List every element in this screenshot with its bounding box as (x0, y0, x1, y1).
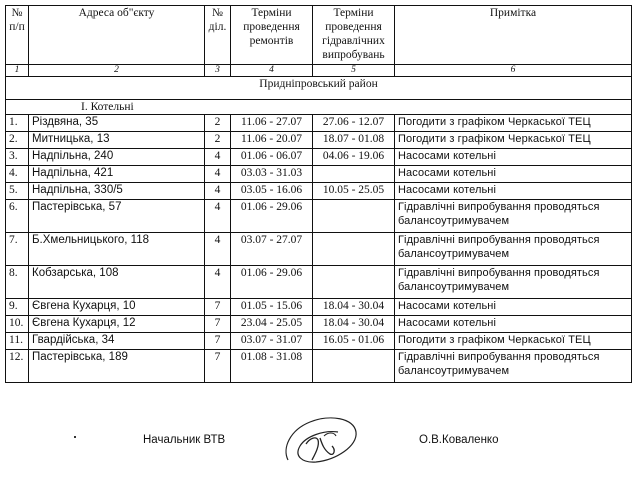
row-district: 4 (205, 200, 231, 233)
row-address: Різдвяна, 35 (29, 115, 205, 132)
column-index-row (6, 65, 632, 77)
row-address: Євгена Кухарця, 12 (29, 316, 205, 333)
row-note: Погодити з графіком Черкаської ТЕЦ (395, 115, 632, 132)
row-note: Насосами котельні (395, 316, 632, 333)
row-district: 7 (205, 299, 231, 316)
row-number: 8. (6, 266, 29, 299)
header-hydro-dates: Терміни проведення гідравлічних випробувань (313, 6, 395, 65)
table-row (6, 350, 632, 383)
row-hydro-dates: 18.04 - 30.04 (313, 316, 395, 333)
table-row (6, 233, 632, 266)
row-number: 12. (6, 350, 29, 383)
row-number: 6. (6, 200, 29, 233)
row-address: Кобзарська, 108 (29, 266, 205, 299)
row-note: Насосами котельні (395, 183, 632, 200)
row-number: 9. (6, 299, 29, 316)
row-note: Гідравлічні випробування проводяться балансоутримувачем (395, 233, 632, 266)
table-row (6, 183, 632, 200)
row-note: Гідравлічні випробування проводяться балансоутримувачем (395, 350, 632, 383)
table-row (6, 149, 632, 166)
table-row (6, 166, 632, 183)
row-district: 4 (205, 166, 231, 183)
row-district: 2 (205, 115, 231, 132)
row-repair-dates: 11.06 - 27.07 (231, 115, 313, 132)
row-number: 4. (6, 166, 29, 183)
row-district: 2 (205, 132, 231, 149)
district-title: Придніпровський район (6, 77, 632, 100)
header-repair-dates: Терміни проведення ремонтів (231, 6, 313, 65)
row-number: 1. (6, 115, 29, 132)
header-num: № п/п (6, 6, 29, 65)
row-repair-dates: 01.06 - 29.06 (231, 266, 313, 299)
row-hydro-dates: 16.05 - 01.06 (313, 333, 395, 350)
row-repair-dates: 01.08 - 31.08 (231, 350, 313, 383)
row-note: Погодити з графіком Черкаської ТЕЦ (395, 132, 632, 149)
signatory-position: Начальник ВТВ (143, 434, 226, 446)
row-repair-dates: 03.03 - 31.03 (231, 166, 313, 183)
row-address: Гвардійська, 34 (29, 333, 205, 350)
col-index: 5 (313, 65, 395, 77)
row-hydro-dates: 18.04 - 30.04 (313, 299, 395, 316)
col-index: 2 (29, 65, 205, 77)
row-hydro-dates (313, 166, 395, 183)
row-repair-dates: 03.07 - 27.07 (231, 233, 313, 266)
row-district: 4 (205, 149, 231, 166)
row-note: Насосами котельні (395, 149, 632, 166)
row-note: Насосами котельні (395, 299, 632, 316)
row-note: Насосами котельні (395, 166, 632, 183)
row-district: 4 (205, 266, 231, 299)
row-number: 7. (6, 233, 29, 266)
row-hydro-dates: 10.05 - 25.05 (313, 183, 395, 200)
signatory-name: О.В.Коваленко (419, 434, 499, 446)
table-row (6, 115, 632, 132)
signature-block (0, 430, 640, 470)
row-address: Євгена Кухарця, 10 (29, 299, 205, 316)
row-district: 7 (205, 316, 231, 333)
table-row (6, 316, 632, 333)
row-district: 4 (205, 233, 231, 266)
row-number: 11. (6, 333, 29, 350)
row-hydro-dates: 04.06 - 19.06 (313, 149, 395, 166)
row-address: Надпільна, 240 (29, 149, 205, 166)
document (5, 5, 631, 383)
row-address: Б.Хмельницького, 118 (29, 233, 205, 266)
row-hydro-dates (313, 200, 395, 233)
row-address: Пастерівська, 57 (29, 200, 205, 233)
row-number: 3. (6, 149, 29, 166)
row-repair-dates: 03.05 - 16.06 (231, 183, 313, 200)
row-district: 4 (205, 183, 231, 200)
row-hydro-dates (313, 350, 395, 383)
row-district: 7 (205, 333, 231, 350)
header-district: № діл. (205, 6, 231, 65)
row-repair-dates: 03.07 - 31.07 (231, 333, 313, 350)
table-row (6, 299, 632, 316)
row-repair-dates: 23.04 - 25.05 (231, 316, 313, 333)
col-index: 1 (6, 65, 29, 77)
row-number: 10. (6, 316, 29, 333)
col-index: 4 (231, 65, 313, 77)
row-address: Пастерівська, 189 (29, 350, 205, 383)
row-hydro-dates (313, 266, 395, 299)
row-note: Погодити з графіком Черкаської ТЕЦ (395, 333, 632, 350)
signature-image (280, 410, 364, 477)
row-repair-dates: 11.06 - 20.07 (231, 132, 313, 149)
district-row (6, 77, 632, 100)
col-index: 6 (395, 65, 632, 77)
row-address: Надпільна, 421 (29, 166, 205, 183)
schedule-table (5, 5, 632, 383)
table-row (6, 333, 632, 350)
header-address: Адреса об"єкту (29, 6, 205, 65)
row-hydro-dates: 18.07 - 01.08 (313, 132, 395, 149)
row-number: 5. (6, 183, 29, 200)
table-body (6, 115, 632, 383)
row-district: 7 (205, 350, 231, 383)
table-row (6, 266, 632, 299)
section-row (6, 100, 632, 115)
row-address: Надпільна, 330/5 (29, 183, 205, 200)
row-hydro-dates: 27.06 - 12.07 (313, 115, 395, 132)
row-note: Гідравлічні випробування проводяться балансоутримувачем (395, 266, 632, 299)
row-repair-dates: 01.05 - 15.06 (231, 299, 313, 316)
table-row (6, 132, 632, 149)
table-row (6, 200, 632, 233)
header-row (6, 6, 632, 65)
row-address: Митницька, 13 (29, 132, 205, 149)
row-repair-dates: 01.06 - 29.06 (231, 200, 313, 233)
row-note: Гідравлічні випробування проводяться балансоутримувачем (395, 200, 632, 233)
row-repair-dates: 01.06 - 06.07 (231, 149, 313, 166)
header-note: Примітка (395, 6, 632, 65)
section-title: І. Котельні (81, 101, 134, 113)
row-number: 2. (6, 132, 29, 149)
col-index: 3 (205, 65, 231, 77)
row-hydro-dates (313, 233, 395, 266)
